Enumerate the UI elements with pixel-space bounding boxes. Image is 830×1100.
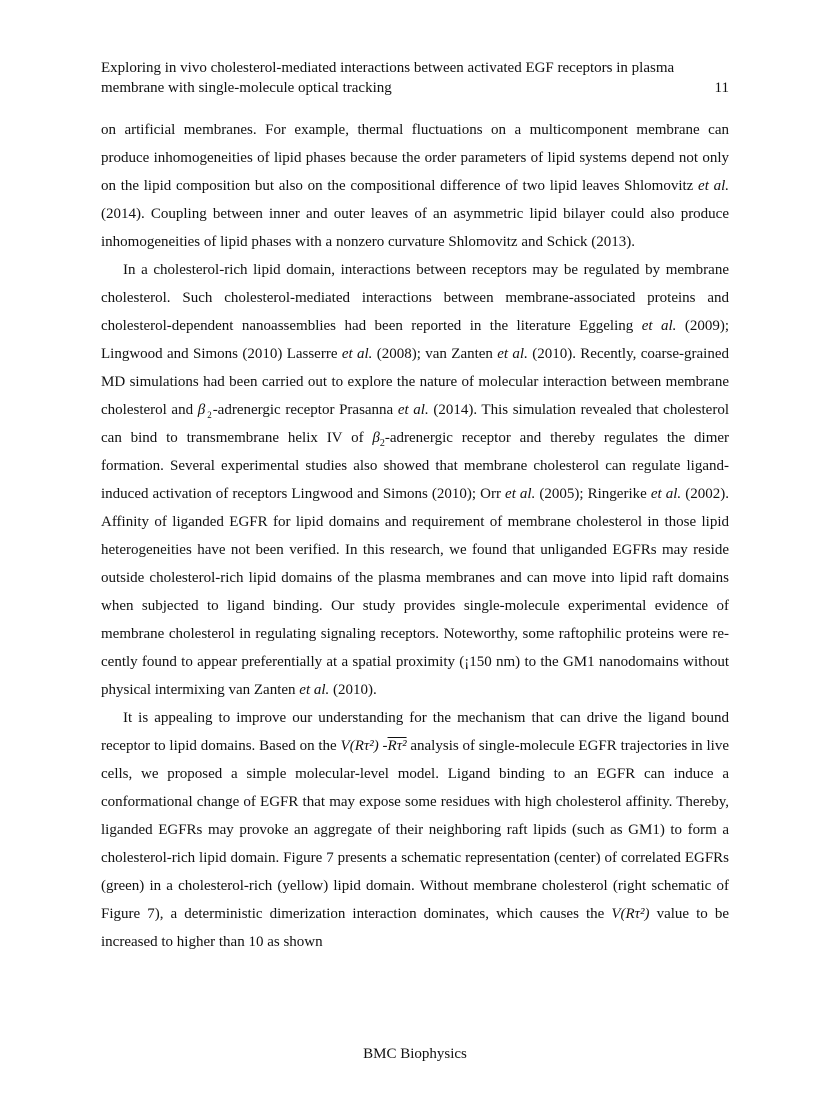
variance-symbol: V(Rτ²) [611,906,650,922]
et-al: et al. [341,346,373,362]
running-title: Exploring in vivo cholesterol-mediated interactions between activated EGF receptors in plasma membrane with single-molecule optical tracking [101,60,675,96]
journal-footer: BMC Biophysics [363,1046,467,1062]
et-al: et al. [397,402,429,418]
text-run: (2010). [329,682,377,698]
text-run: (2014). This simulation revealed that cholesterol can bind to transmembrane helix IV of [101,402,729,446]
running-header [101,58,729,98]
et-al: et al. [650,486,682,502]
page-number: 11 [714,80,729,96]
text-run: -adrenergic receptor and thereby regulates the dimer formation. Several experimental studies also showed that membrane cholesterol can regulate ligand-induced activation of receptors Lingwood and Simons (2010); Orr [101,430,730,502]
text-run: (2009); Lingwood and Simons (2010) Lasserre [101,318,729,362]
text-run: -adrenergic receptor Prasanna [212,402,398,418]
text-run: (2002). Affinity of liganded EGFR for lipid domains and requirement of membrane cholesterol in those lipid heterogeneities have not been verified. In this research, we found that unliganded EGFRs may reside outside cholesterol-rich lipid domains of the plasma membranes and can move into lipid raft domains when subjected to ligand binding. Our study provides single-molecule experimental evidence of membrane cholesterol in regulating signaling receptors. Noteworthy, some raftophilic proteins were recently found to appear preferentially at a spatial proximity (¡150 nm) to the GM1 nanodomains without physical intermixing van Zanten [101,486,729,698]
text-run: (2008); van Zanten [372,346,498,362]
text-run: - [378,738,388,754]
text-run: In a cholesterol-rich lipid domain, interactions between receptors may be regulated by membrane cholesterol. Such cholesterol-mediated interactions between membrane-associated proteins and cholesterol-dependent nanoassemblies had been reported in the literature Eggeling [101,262,729,334]
text-run: (2005); Ringerike [535,486,651,502]
text-run: It is appealing to improve our understanding for the mechanism that can drive the ligand bound receptor to lipid domains. Based on the [101,710,729,754]
text-run: (2014). Coupling between inner and outer leaves of an asymmetric lipid bilayer could also produce inhomogeneities of lipid phases with a nonzero curvature Shlomovitz and Schick (2013). [101,206,729,250]
main-text [101,116,729,956]
text-run: value to be increased to higher than 10 as shown [101,906,730,950]
et-al: et al. [299,682,330,698]
paragraph-2 [101,256,729,704]
text-run: (2010). Recently, coarse-grained MD simulations had been carried out to explore the nature of molecular interaction between membrane cholesterol and [101,346,729,418]
et-al: et al. [497,346,528,362]
et-al: et al. [641,318,677,334]
et-al: et al. [505,486,536,502]
paragraph-3 [101,704,729,956]
beta-subscript: 2 [379,438,385,449]
beta-subscript: 2 [207,410,212,420]
paragraph-1 [101,116,729,256]
beta-symbol: β [372,430,380,446]
beta-symbol: β [197,402,206,418]
variance-symbol: V(Rτ²) [340,738,379,754]
text-run: on artificial membranes. For example, thermal fluctuations on a multicomponent membrane can produce inhomogeneities of lipid phases because the order parameters of lipid systems depend not only on the lipid composition but also on the compositional difference of two lipid leaves Shlomovitz [101,122,729,194]
et-al: et al. [698,178,730,194]
text-run: analysis of single-molecule EGFR trajectories in live cells, we proposed a simple molecular-level model. Ligand binding to an EGFR can induce a conformational change of EGFR that may expose some residues with high cholesterol affinity. Thereby, liganded EGFRs may provoke an aggregate of their neighboring raft lipids (such as GM1) to form a cholesterol-rich lipid domain. Figure 7 presents a schematic representation (center) of correlated EGFRs (green) in a cholesterol-rich (yellow) lipid domain. Without membrane cholesterol (right schematic of Figure 7), a deterministic dimerization interaction dominates, which causes the [101,738,729,922]
msd-symbol: Rτ² [387,738,407,754]
